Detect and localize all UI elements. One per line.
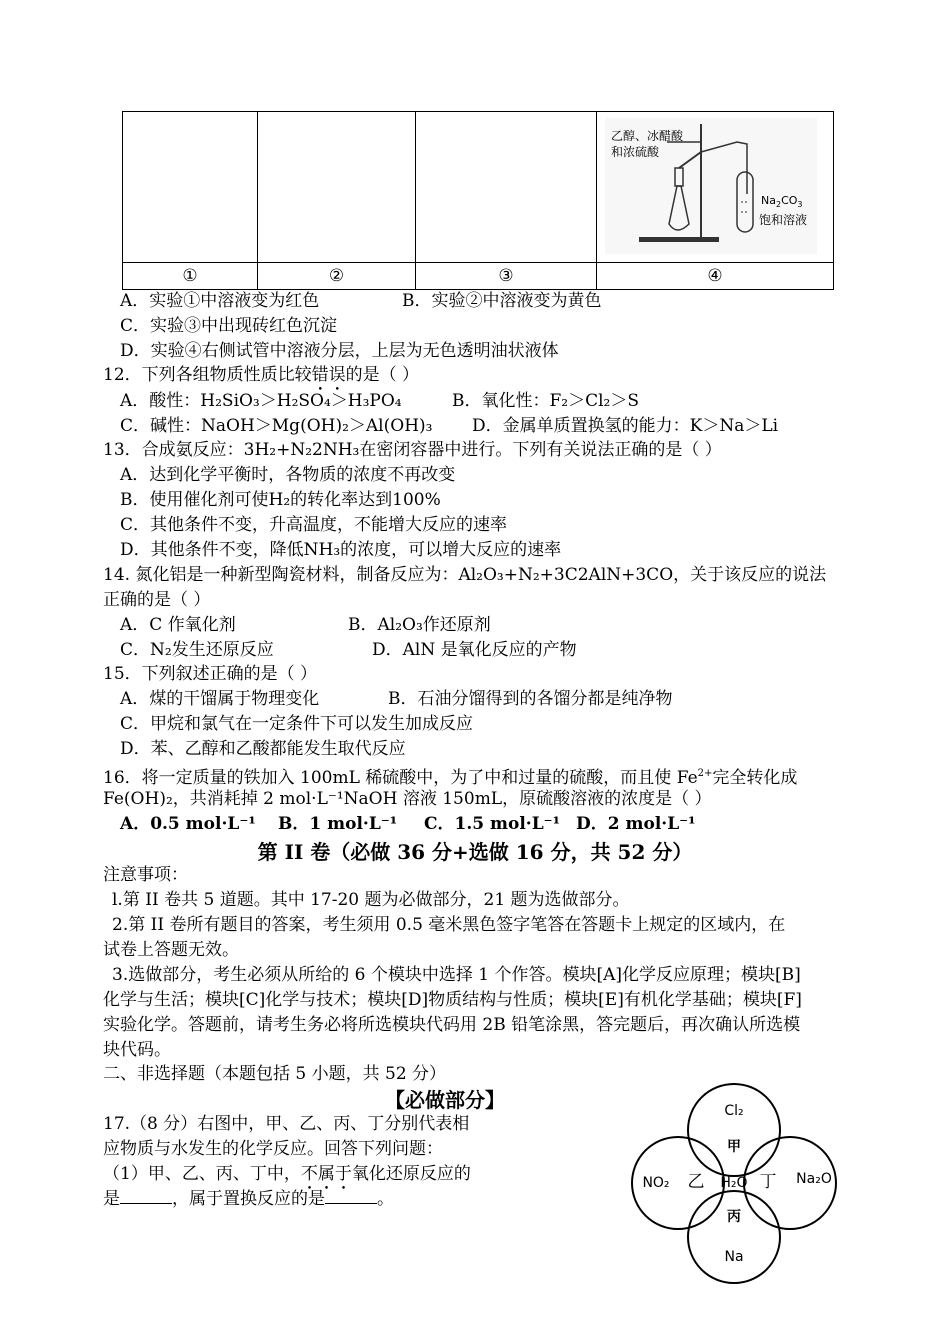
- exp-label-4: ④: [597, 263, 834, 290]
- q11-option-d: D．实验④右侧试管中溶液分层，上层为无色透明油状液体: [120, 341, 559, 361]
- q13-stem: 13．合成氨反应：3H₂+N₂2NH₃在密闭容器中进行。下列有关说法正确的是（ ）: [103, 440, 722, 460]
- q15-option-b: B．石油分馏得到的各馏分都是纯净物: [388, 689, 673, 709]
- q12-option-d: D．金属单质置换氢的能力：K＞Na＞Li: [472, 416, 779, 436]
- q15-option-d: D．苯、乙醇和乙酸都能发生取代反应: [120, 739, 406, 759]
- fig-label-top2: 和浓硫酸: [611, 145, 660, 159]
- q12-emphasis: 错误: [311, 365, 346, 385]
- label-ding: 丁: [759, 1172, 777, 1192]
- label-yi: 乙: [687, 1172, 705, 1192]
- q15-option-a: A．煤的干馏属于物理变化: [120, 689, 320, 709]
- notice-item-3-line2: 化学与生活；模块[C]化学与技术；模块[D]物质结构与性质；模块[E]有机化学基础；模块[F]: [103, 990, 802, 1010]
- exp-cell-4: [597, 112, 834, 263]
- q12-option-b: B．氧化性：F₂＞Cl₂＞S: [452, 391, 640, 411]
- q16-stem-line2: Fe(OH)₂，共消耗掉 2 mol·L⁻¹NaOH 溶液 150mL，原硫酸溶液的浓度是（ ）: [103, 789, 712, 809]
- circle-cl2: [688, 1084, 780, 1176]
- part2-title: 第 II 卷（必做 36 分+选做 16 分，共 52 分）: [257, 840, 693, 864]
- answer-blank-1[interactable]: [120, 1189, 172, 1204]
- label-h2o: H₂O: [720, 1175, 748, 1191]
- q17-line4: 是 ，属于置换反应的是 。: [103, 1189, 394, 1209]
- experiment-table: [122, 111, 834, 290]
- notice-item-2-line2: 试卷上答题无效。: [103, 940, 239, 960]
- notice-item-2-line1: 2.第 II 卷所有题目的答案，考生须用 0.5 毫米黑色签字笔答在答题卡上规定的区域内，在: [112, 915, 786, 935]
- notice-item-3-line4: 块代码。: [103, 1040, 171, 1060]
- q16-option-c: C．1.5 mol·L⁻¹: [424, 814, 561, 834]
- fig-label-na2co3: $Na_2CO_3$: [761, 194, 803, 209]
- notice-item-3-line3: 实验化学。答题前，请考生务必将所选模块代码用 2B 铅笔涂黑，答完题后，再次确认所选模: [103, 1015, 801, 1035]
- label-no2: NO₂: [642, 1175, 670, 1191]
- q14-option-a: A．C 作氧化剂: [120, 615, 236, 635]
- q16-option-a: A．0.5 mol·L⁻¹: [120, 814, 256, 834]
- q17-line3: （1）甲、乙、丙、丁中，不属于氧化还原反应的: [103, 1164, 471, 1184]
- q11-option-a: A．实验①中溶液变为红色: [120, 291, 320, 311]
- q13-option-d: D．其他条件不变，降低NH₃的浓度，可以增大反应的速率: [120, 540, 562, 560]
- q12-option-a: A．酸性：H₂SiO₃＞H₂SO₄＞H₃PO₄: [120, 391, 402, 411]
- exp-cell-1: [123, 112, 258, 263]
- exp-cell-3: [416, 112, 597, 263]
- q13-option-b: B．使用催化剂可使H₂的转化率达到100%: [120, 490, 441, 510]
- q16-option-b: B．1 mol·L⁻¹: [278, 814, 398, 834]
- q17-line1: 17.（8 分）右图中，甲、乙、丙、丁分别代表相: [103, 1114, 470, 1134]
- label-na2o: Na₂O: [796, 1171, 832, 1187]
- exp-label-2: ②: [258, 263, 416, 290]
- reaction-circle-diagram: [628, 1075, 850, 1293]
- q11-option-c: C．实验③中出现砖红色沉淀: [120, 316, 338, 336]
- q14-stem-line2: 正确的是（ ）: [103, 590, 211, 610]
- fig-label-saturated: 饱和溶液: [759, 213, 808, 227]
- q14-option-b: B．Al₂O₃作还原剂: [348, 615, 491, 635]
- q15-option-c: C．甲烷和氯气在一定条件下可以发生加成反应: [120, 714, 474, 734]
- exp-label-1: ①: [123, 263, 258, 290]
- label-bing: 丙: [727, 1209, 741, 1225]
- label-jia: 甲: [727, 1139, 741, 1155]
- required-part-heading: 【必做部分】: [385, 1088, 505, 1112]
- q17-line2: 应物质与水发生的化学反应。回答下列问题：: [103, 1139, 443, 1159]
- exp-label-3: ③: [416, 263, 597, 290]
- q16-stem-line1: 16．将一定质量的铁加入 100mL 稀硫酸中，为了中和过量的硫酸，而且使 $Fe^{2+}$完全转化成: [103, 768, 798, 788]
- notice-item-1: l.第 II 卷共 5 道题。其中 17-20 题为必做部分，21 题为选做部分。: [112, 890, 630, 910]
- fig-label-top1: 乙醇、冰醋酸: [611, 129, 684, 143]
- q15-stem: 15．下列叙述正确的是（ ）: [103, 664, 318, 684]
- q14-stem-line1: 14. 氮化铝是一种新型陶瓷材料，制备反应为：Al₂O₃+N₂+3C2AlN+3CO，关于该反应的说法: [103, 565, 827, 585]
- label-cl2: Cl₂: [724, 1103, 744, 1119]
- q16-option-d: D．2 mol·L⁻¹: [576, 814, 696, 834]
- section-heading: 二、非选择题（本题包括 5 小题，共 52 分）: [103, 1064, 447, 1084]
- q13-option-c: C．其他条件不变，升高温度，不能增大反应的速率: [120, 515, 508, 535]
- label-na: Na: [724, 1249, 744, 1265]
- q14-option-c: C．N₂发生还原反应: [120, 640, 274, 660]
- exp-cell-2: [258, 112, 416, 263]
- answer-blank-2[interactable]: [325, 1189, 377, 1204]
- notice-heading: 注意事项：: [103, 865, 188, 885]
- q11-option-b: B．实验②中溶液变为黄色: [402, 291, 602, 311]
- q13-option-a: A．达到化学平衡时，各物质的浓度不再改变: [120, 465, 456, 485]
- circle-na: [688, 1191, 780, 1283]
- q14-option-d: D．AlN 是氧化反应的产物: [372, 640, 577, 660]
- notice-item-3-line1: 3.选做部分，考生必须从所给的 6 个模块中选择 1 个作答。模块[A]化学反应原理；模块[B]: [112, 965, 801, 985]
- esterification-apparatus-figure: [597, 112, 833, 262]
- q12-option-c: C．碱性：NaOH＞Mg(OH)₂＞Al(OH)₃: [120, 416, 433, 436]
- q12-stem: 12．下列各组物质性质比较错误的是（ ）: [103, 365, 420, 385]
